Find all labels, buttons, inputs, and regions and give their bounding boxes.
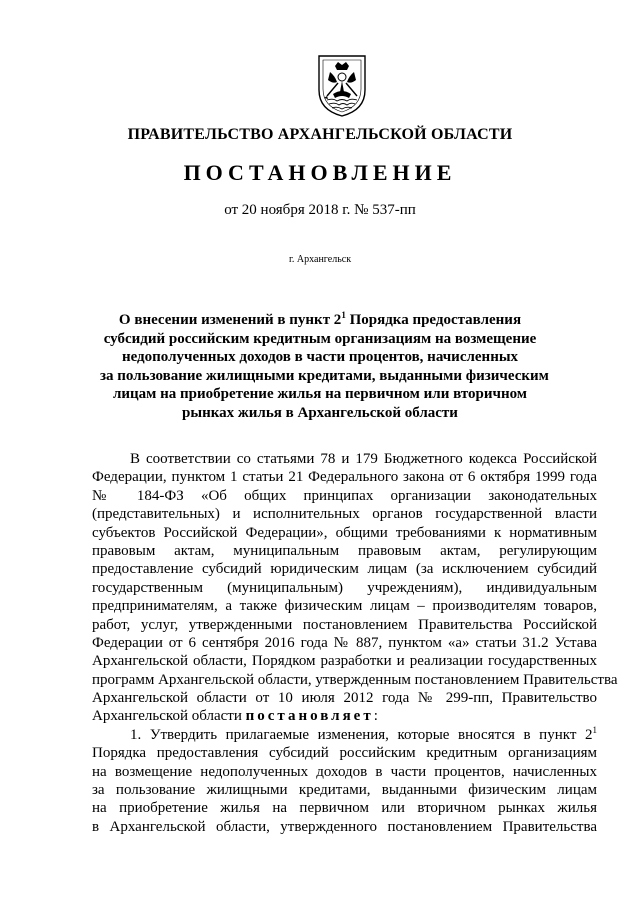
- body-line: предпринимателям, а также физическим лицам – производителям товаров,: [92, 598, 597, 615]
- body-line: в Архангельской области, утвержденного постановлением Правительства: [92, 818, 597, 835]
- body-line: предоставление субсидий юридическим лицам (за исключением субсидий: [92, 561, 597, 578]
- body-line: правовым актам, муниципальным правовым актам, регулирующим: [92, 542, 597, 559]
- body-line: Порядка предоставления субсидий российским кредитным организациям: [92, 745, 597, 762]
- body-line: государственным (муниципальным) учреждениям), индивидуальным: [92, 579, 597, 596]
- date-number: от 20 ноября 2018 г. № 537-пп: [224, 202, 416, 218]
- title-line: рынках жилья в Архангельской области: [182, 404, 458, 421]
- title-line: лицам на приобретение жилья на первичном или вторичном: [112, 386, 528, 403]
- document-type: ПОСТАНОВЛЕНИЕ: [183, 160, 457, 185]
- title-line: недополученных доходов в части процентов, начисленных: [121, 349, 519, 366]
- city-name: г. Архангельск: [288, 254, 352, 265]
- document-title: [100, 310, 549, 423]
- body-line: (представительных) и исполнительных органов государственной власти: [92, 506, 597, 523]
- body-line: Архангельской области, Порядком разработки и реализации государственных: [92, 653, 597, 670]
- body-line: за пользование жилищными кредитами, выданными физическим лицам: [92, 782, 597, 799]
- body-line: Федерации от 6 сентября 2016 года № 887, пунктом «а» статьи 31.2 Устава: [92, 634, 597, 651]
- body-line: 1. Утвердить прилагаемые изменения, которые вносятся в пункт $2^1$: [130, 724, 597, 743]
- body-line: на приобретение жилья на первичном или вторичном рынках жилья: [92, 800, 597, 817]
- body-line: Архангельской области постановляет:: [92, 708, 378, 725]
- government-name: ПРАВИТЕЛЬСТВО АРХАНГЕЛЬСКОЙ ОБЛАСТИ: [127, 126, 513, 143]
- body-line: Архангельской области от 10 июля 2012 года № 299-пп, Правительство: [92, 690, 597, 707]
- decree-verb: постановляет: [245, 708, 374, 725]
- coat-of-arms-emblem: [313, 52, 371, 118]
- body-line: программ Архангельской области, утвержденным постановлением Правительства: [92, 671, 618, 688]
- body-line: Федерации, пунктом 1 статьи 21 Федерального закона от 6 октября 1999 года: [92, 469, 597, 486]
- title-line: за пользование жилищными кредитами, выданными физическим: [100, 367, 549, 384]
- body-line: № 184-ФЗ «Об общих принципах организации законодательных: [92, 487, 597, 504]
- body-line: на возмещение недополученных доходов в части процентов, начисленных: [92, 763, 597, 780]
- body-line: В соответствии со статьями 78 и 179 Бюджетного кодекса Российской: [130, 451, 597, 467]
- title-line: О внесении изменений в пункт $2^1$ Порядка предоставления: [118, 310, 522, 328]
- title-line: субсидий российским кредитным организациям на возмещение: [103, 330, 537, 347]
- body-line: работ, услуг, утвержденными постановлением Правительства Российской: [92, 616, 597, 633]
- document-body: [92, 450, 618, 836]
- body-line: субъектов Российской Федерации», общими требованиями к нормативным: [92, 524, 597, 541]
